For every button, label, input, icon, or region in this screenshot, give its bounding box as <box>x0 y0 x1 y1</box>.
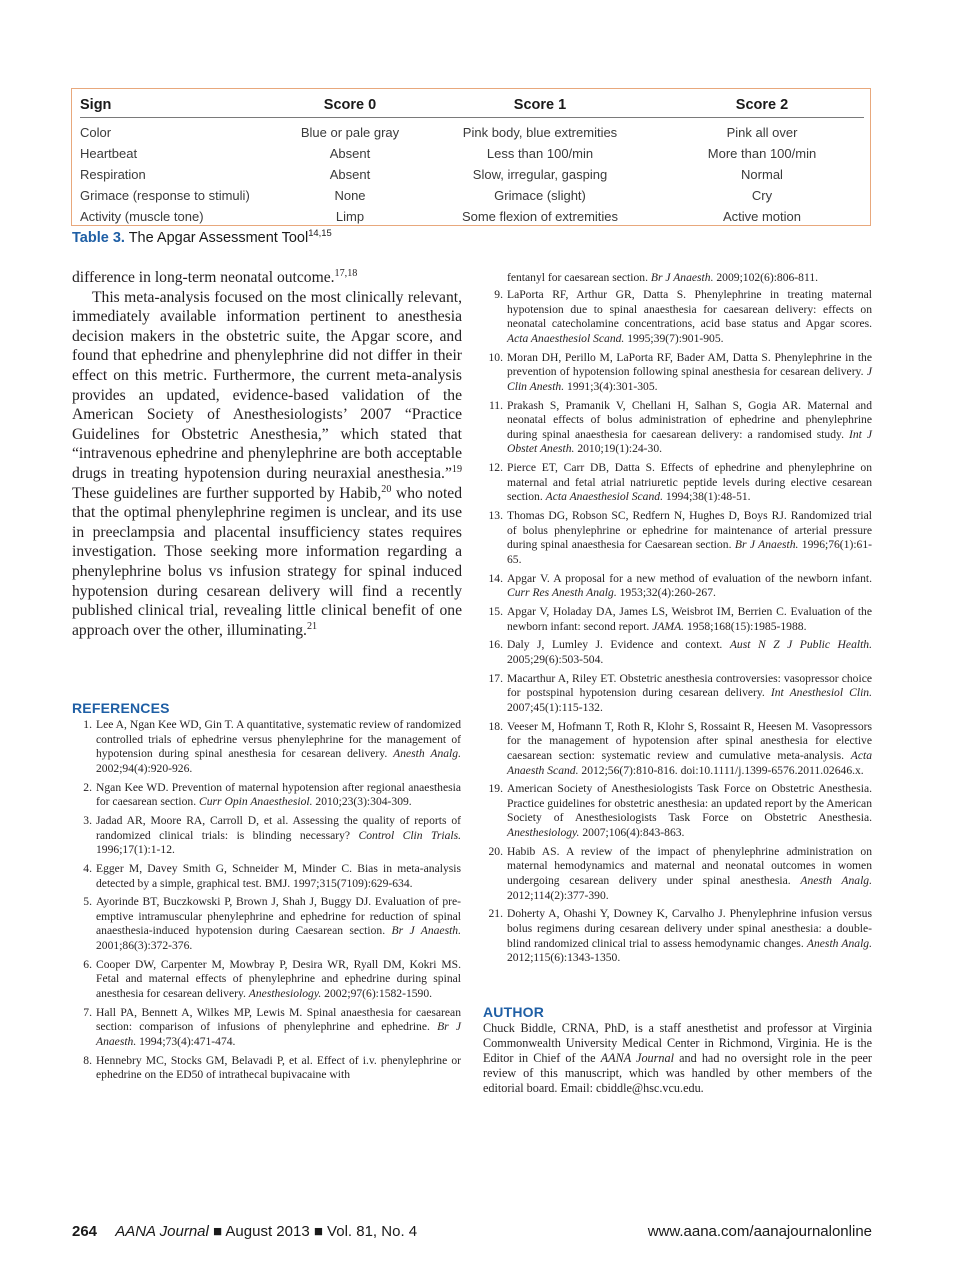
author-journal: AANA Journal <box>600 1051 674 1065</box>
table-cell: Pink all over <box>726 125 798 140</box>
ref-number: 15. <box>488 605 503 618</box>
ref-text: Daly J, Lumley J. Evidence and context. <box>507 638 723 652</box>
reference-item <box>483 572 872 601</box>
body-text <box>72 268 462 640</box>
ref-journal: Control Clin Trials. <box>358 828 461 842</box>
paragraph <box>72 288 462 641</box>
ref-content <box>96 1054 461 1083</box>
citation: 20 <box>381 483 392 495</box>
paragraph <box>72 268 462 288</box>
ref-number: 16. <box>488 638 503 652</box>
table-header-cell: Score 2 <box>660 93 864 118</box>
ref-tail: 2009;102(6):806-811. <box>716 271 819 284</box>
author-heading: AUTHOR <box>483 1004 545 1020</box>
references-left <box>72 718 461 1087</box>
ref-tail: 2001;86(3):372-376. <box>96 939 193 953</box>
table-cell: Blue or pale gray <box>300 125 400 140</box>
ref-tail: 1953;32(4):260-267. <box>619 586 716 600</box>
ref-text: Veeser M, Hofmann T, Roth R, Klohr S, Rossaint R, Heesen M. Vasopressors for the management of hypotension after spinal anesthesia for elective caesarean section: systematic review and cumulative meta-analysis. <box>507 719 872 762</box>
table-cell: Absent <box>329 146 371 161</box>
table-header-cell: Score 1 <box>420 93 660 118</box>
ref-tail: 1995;39(7):901-905. <box>627 331 724 345</box>
ref-number: 9. <box>494 288 503 301</box>
ref-journal: Br J Anaesth. <box>734 538 799 552</box>
ref-text: Prakash S, Pramanik V, Chellani H, Salhan S, Gogia AR. Maternal and neonatal effects of bolus administration of ephedrine and phenylephrine during spinal anaesthesia for caesarean delivery: a randomised study. <box>507 398 872 441</box>
ref-tail: 1994;73(4):471-474. <box>139 1035 236 1048</box>
ref-content <box>96 862 461 891</box>
ref-number: 18. <box>488 719 503 733</box>
ref-content <box>96 895 461 953</box>
ref-text: Hennebry MC, Stocks GM, Belavadi P, et al. Effect of i.v. phenylephrine or ephedrine on the ED50 of intrathecal bupivacaine with <box>96 1053 461 1082</box>
ref-number: 14. <box>488 571 503 585</box>
table-row <box>80 143 864 164</box>
ref-tail: 2005;29(6):503-504. <box>507 652 604 666</box>
ref-text: Apgar V, Holaday DA, James LS, Weisbrot IM, Berrien C. Evaluation of the newborn infant: second report. <box>507 605 872 633</box>
ref-number: 1. <box>83 718 92 731</box>
footer-website: www.aana.com/aanajournalonline <box>647 1223 872 1240</box>
reference-item <box>483 605 872 634</box>
ref-tail: 2007;106(4):843-863. <box>582 826 685 840</box>
table-cell: Grimace (response to stimuli) <box>80 188 250 203</box>
ref-text: Habib AS. A review of the impact of phenylephrine administration on maternal hemodynamics and maternal and neonatal outcomes in women undergoing cesarean delivery under spinal anesthesia. <box>507 844 872 888</box>
ref-tail: 2007;45(1):115-132. <box>507 700 603 714</box>
table-caption <box>72 227 332 246</box>
reference-item <box>483 845 872 903</box>
ref-content <box>96 958 461 1002</box>
reference-item <box>483 351 872 395</box>
ref-journal: Int Anesthesiol Clin. <box>770 686 872 700</box>
table-header-row <box>80 93 864 118</box>
table-cell: Pink body, blue extremities <box>462 125 618 140</box>
reference-continuation <box>507 271 872 286</box>
table-row <box>80 118 864 144</box>
table-header-cell: Score 0 <box>280 93 420 118</box>
ref-number: 2. <box>83 780 92 794</box>
table-header-cell: Sign <box>80 93 280 118</box>
reference-item <box>72 718 461 776</box>
ref-text: fentanyl for caesarean section. <box>507 271 648 284</box>
ref-text: Pierce ET, Carr DB, Datta S. Effects of ephedrine and phenylephrine on maternal and fetal atrial natriuretic peptide levels during elective cesarean section. <box>507 461 872 504</box>
ref-number: 10. <box>488 350 503 364</box>
ref-number: 5. <box>83 895 92 909</box>
reference-item <box>72 958 461 1002</box>
table-row <box>80 164 864 185</box>
references-heading: REFERENCES <box>72 700 170 716</box>
table-cell: Less than 100/min <box>486 146 594 161</box>
table-cell: Color <box>80 125 112 140</box>
table-cell: More than 100/min <box>707 146 817 161</box>
ref-tail: 2002;97(6):1582-1590. <box>324 987 433 1001</box>
table-caption-label: Table 3. <box>72 230 125 246</box>
paragraph-text: This meta-analysis focused on the most clinically relevant, immediately available information pertinent to anesthesia decision makers in the obstetric suite, the Apgar score, and found that ephedrine and phenylephrine did not differ in their effect on this metric. Furthermore, the current meta-analysis provides an updated, evidence-based validation of the American Society of Anesthesiologists’ 2007 “Practice Guidelines for Obstetric Anesthesia,” which stated that “intravenous ephedrine and phenylephrine are both acceptable drugs in treating hypotension during neuraxial anesthesia.” <box>72 288 462 482</box>
paragraph-text: who noted that the optimal phenylephrine regimen is unclear, and its use in preeclampsia and placental insufficiency states requires investigation. Those seeking more information regarding a phenylephrine bolus vs infusion strategy for spinal induced hypotension during cesarean delivery will find a recently published clinical trial, revealing little clinical benefit of one approach over the other, illuminating. <box>72 484 463 639</box>
reference-item <box>483 509 872 567</box>
reference-item <box>72 1054 461 1083</box>
ref-tail: 1996;17(1):1-12. <box>96 843 175 857</box>
table-cell: Slow, irregular, gasping <box>472 167 608 182</box>
ref-text: Cooper DW, Carpenter M, Mowbray P, Desira WR, Ryall DM, Kokri MS. Fetal and maternal effects of phenylephrine and ephedrine during spinal anesthesia for cesarean delivery. <box>96 957 461 1001</box>
reference-item <box>483 399 872 457</box>
table-cell: Cry <box>751 188 773 203</box>
ref-content <box>507 509 872 567</box>
ref-content <box>507 907 872 965</box>
ref-content <box>507 399 872 457</box>
table-cell: None <box>334 188 366 203</box>
citation: 19 <box>451 463 462 475</box>
ref-number: 11. <box>488 398 503 412</box>
apgar-table-box <box>71 88 871 226</box>
ref-number: 19. <box>488 782 503 796</box>
ref-text: Jadad AR, Moore RA, Carroll D, et al. Assessing the quality of reports of randomized clinical trials: is blinding necessary? <box>96 813 461 842</box>
ref-text: American Society of Anesthesiologists Task Force on Obstetric Anesthesia. Practice guidelines for obstetric anesthesia: an updated report by the American Society of Anesthesiologists Task Force on Obstetric Anesthesia. <box>507 782 872 825</box>
paragraph-text: difference in long-term neonatal outcome. <box>72 269 335 286</box>
ref-text: Moran DH, Perillo M, LaPorta RF, Bader AM, Datta S. Phenylephrine in the prevention of hypotension following spinal anesthesia for cesarean delivery. <box>507 350 872 379</box>
ref-content <box>507 288 872 346</box>
ref-tail: 2012;115(6):1343-1350. <box>507 951 621 965</box>
ref-number: 21. <box>488 907 503 921</box>
apgar-table <box>80 93 864 227</box>
ref-journal: Anesth Analg. <box>393 747 461 761</box>
ref-content <box>507 605 872 634</box>
ref-text: Ngan Kee WD. Prevention of maternal hypotension after regional anaesthesia for caesarean section. <box>96 780 461 809</box>
ref-journal: Anesthesiology. <box>248 987 322 1001</box>
ref-tail: 2012;56(7):810-816. doi:10.1111/j.1399-6576.2011.02646.x. <box>581 763 864 777</box>
ref-tail: 1991;3(4):301-305. <box>567 379 658 393</box>
author-text: and had no oversight role in the peer review of this manuscript, which was handled by other members of the editorial board. Email: cbiddle@hsc.vcu.edu. <box>483 1051 872 1095</box>
ref-content <box>507 845 872 903</box>
ref-content <box>96 718 461 776</box>
journal-name: AANA Journal <box>115 1223 209 1240</box>
ref-number: 4. <box>83 861 92 875</box>
ref-text: Lee A, Ngan Kee WD, Gin T. A quantitative, systematic review of randomized controlled trials of ephedrine versus phenylephrine for the management of hypotension during spinal anesthesia for cesarean delivery. <box>96 718 461 761</box>
reference-item <box>483 782 872 840</box>
ref-journal: JAMA. <box>652 619 685 633</box>
ref-journal: Acta Anaesthesiol Scand. <box>507 331 625 345</box>
ref-journal: Acta Anaesthesiol Scand. <box>545 490 663 504</box>
ref-journal: Curr Opin Anaesthesiol. <box>199 795 313 809</box>
ref-text: Egger M, Davey Smith G, Schneider M, Minder C. Bias in meta-analysis detected by a simple, graphical test. BMJ. 1997;315(7109):629-634. <box>96 861 461 890</box>
ref-number: 13. <box>488 509 503 523</box>
ref-number: 6. <box>83 957 92 971</box>
reference-item <box>483 907 872 965</box>
page-number: 264 <box>72 1223 98 1240</box>
ref-journal: Acta Anaesth Scand. <box>507 748 873 777</box>
ref-text: Ayorinde BT, Buczkowski P, Brown J, Shah J, Buggy DJ. Evaluation of pre-emptive intramuscular phenylephrine and ephedrine for reduction of spinal anaesthesia-induced hypotension during Caesarean section. <box>96 895 461 938</box>
ref-journal: Anesth Analg. <box>800 874 873 888</box>
table-cell: Grimace (slight) <box>494 188 586 203</box>
ref-content <box>96 1006 461 1050</box>
ref-journal: Int J Obstet Anesth. <box>507 427 872 456</box>
ref-journal: Anesthesiology. <box>507 826 580 840</box>
table-row <box>80 185 864 206</box>
reference-item <box>483 288 872 346</box>
ref-content <box>96 781 461 810</box>
table-caption-text: The Apgar Assessment Tool <box>128 230 309 246</box>
references-right <box>483 288 872 970</box>
table-cell: Absent <box>329 167 371 182</box>
reference-item <box>72 781 461 810</box>
ref-text: Hall PA, Bennett A, Wilkes MP, Lewis M. Spinal anaesthesia for caesarean section: comparison of infusions of phenylephrine and ephedrine. <box>96 1005 461 1034</box>
ref-tail: 1994;38(1):48-51. <box>665 490 751 504</box>
reference-item <box>72 814 461 858</box>
ref-content <box>507 782 872 840</box>
ref-number: 17. <box>488 671 503 685</box>
paragraph-text: These guidelines are further supported by Habib, <box>72 484 382 502</box>
ref-tail: 2010;23(3):304-309. <box>315 795 412 809</box>
ref-content <box>507 461 872 505</box>
reference-item <box>483 461 872 505</box>
table-cell: Heartbeat <box>80 146 138 161</box>
ref-content <box>507 638 872 667</box>
reference-item <box>483 638 872 667</box>
table-cell: Some flexion of extremities <box>461 209 619 224</box>
table-cell: Activity (muscle tone) <box>80 209 204 224</box>
ref-text: Doherty A, Ohashi Y, Downey K, Carvalho J. Phenylephrine infusion versus bolus regimens during cesarean delivery under spinal anesthesia: a double-blind randomized clinical trial to assess hemodynamic changes. <box>507 907 872 950</box>
ref-text: Apgar V. A proposal for a new method of evaluation of the newborn infant. <box>507 571 872 585</box>
footer-left <box>72 1223 417 1240</box>
ref-content <box>507 572 872 601</box>
ref-text: Thomas DG, Robson SC, Redfern N, Hughes D, Boys RJ. Randomized trial of bolus phenylephrine or ephedrine for maintenance of arterial pressure during spinal anaesthesia for Caesarean section. <box>507 509 872 552</box>
ref-tail: 2002;94(4):920-926. <box>96 761 193 775</box>
ref-journal: Br J Anaesth. <box>650 271 714 284</box>
table-cell: Active motion <box>722 209 802 224</box>
table-cell: Limp <box>335 209 365 224</box>
ref-text: LaPorta RF, Arthur GR, Datta S. Phenylephrine in treating maternal hypotension due to spinal anaesthesia for caesarean delivery: effects on neonatal catecholamine concentrations, acid base status and Apgar scores. <box>507 288 872 331</box>
ref-tail: 2012;114(2):377-390. <box>507 888 609 902</box>
reference-item <box>483 672 872 716</box>
ref-number: 7. <box>83 1005 92 1019</box>
table-caption-citation: 14,15 <box>308 227 332 239</box>
ref-journal: Br J Anaesth. <box>391 924 462 938</box>
reference-item <box>72 1006 461 1050</box>
ref-content <box>507 672 872 716</box>
ref-tail: 1996;76(1):61-65. <box>507 538 872 566</box>
ref-tail: 1958;168(15):1985-1988. <box>687 619 807 633</box>
ref-number: 12. <box>488 461 503 475</box>
reference-item <box>483 720 872 778</box>
author-text: Chuck Biddle, CRNA, PhD, is a staff anesthetist and professor at Virginia Commonwealth University Medical Center in Richmond, Virginia. He is the Editor in Chief of the <box>483 1021 872 1065</box>
issue-info: ■ August 2013 ■ Vol. 81, No. 4 <box>213 1223 418 1240</box>
ref-journal: J Clin Anesth. <box>507 365 872 393</box>
ref-journal: Anesth Analg. <box>806 936 873 950</box>
table-row <box>80 206 864 227</box>
ref-journal: Curr Res Anesth Analg. <box>507 586 617 600</box>
ref-journal: Br J Anaesth. <box>96 1020 461 1048</box>
ref-content <box>507 720 872 778</box>
ref-content <box>96 814 461 858</box>
ref-number: 3. <box>83 813 92 827</box>
ref-journal: Aust N Z J Public Health. <box>729 638 873 652</box>
citation: 21 <box>306 620 318 632</box>
ref-text: Macarthur A, Riley ET. Obstetric anesthesia controversies: vasopressor choice for postspinal hypotension during cesarean delivery. <box>507 671 872 700</box>
ref-content <box>507 351 872 395</box>
table-cell: Normal <box>741 167 783 182</box>
table-cell: Respiration <box>80 167 146 182</box>
author-bio <box>483 1021 872 1096</box>
ref-tail: 2010;19(1):24-30. <box>577 442 663 456</box>
citation: 17,18 <box>334 267 358 279</box>
reference-item <box>72 895 461 953</box>
ref-number: 20. <box>488 844 503 858</box>
ref-number: 8. <box>83 1053 92 1067</box>
reference-item <box>72 862 461 891</box>
